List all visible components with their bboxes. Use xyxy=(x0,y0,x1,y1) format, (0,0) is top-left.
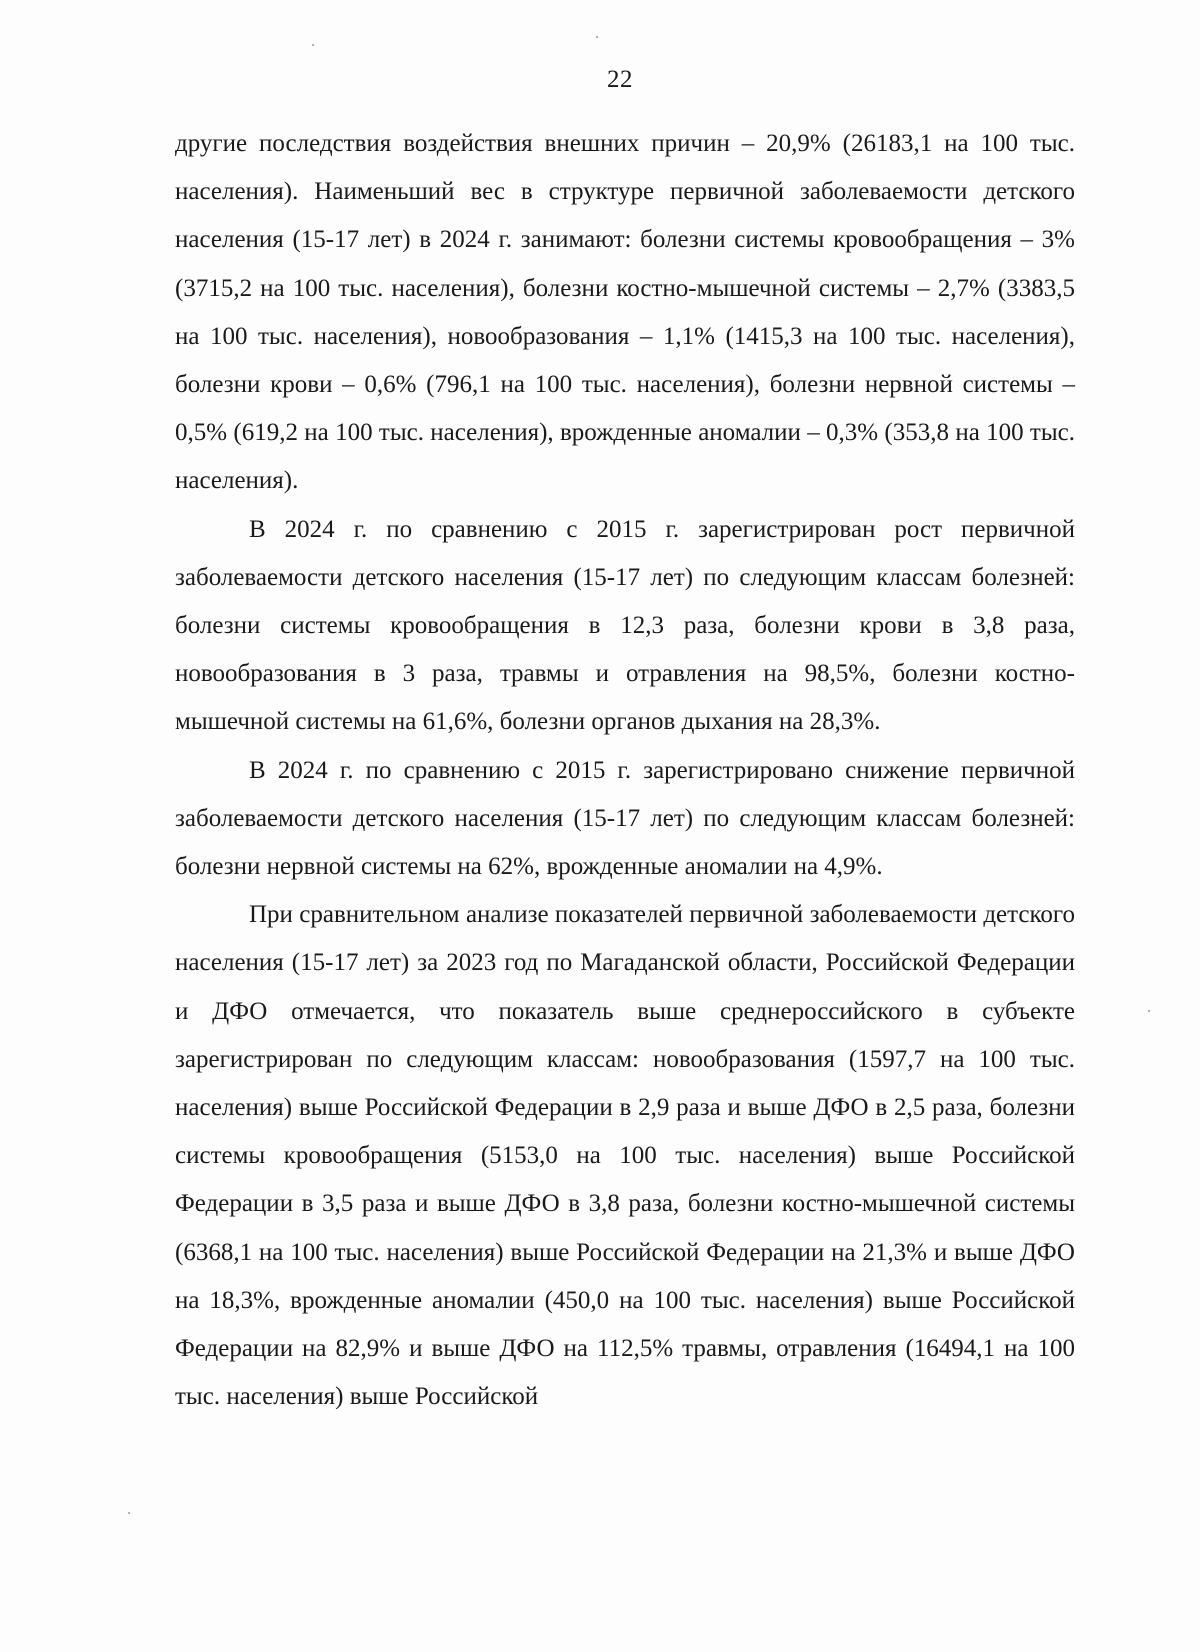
scan-speck xyxy=(128,1512,130,1514)
paragraph-3: В 2024 г. по сравнению с 2015 г. зарегистрировано снижение первичной заболеваемости детского населения (15-17 лет) по следующим классам болезней: болезни нервной системы на 62%, врожденные аномалии на 4,9%. xyxy=(175,756,1075,881)
page-number: 22 xyxy=(607,66,633,93)
scan-speck xyxy=(596,36,598,38)
paragraph-4: При сравнительном анализе показателей первичной заболеваемости детского населения (15-17 лет) за 2023 год по Магаданской области, Российской Федерации и ДФО отмечается, что показатель выше среднероссийского в субъекте зарегистрирован по следующим классам: новообразования (1597,7 на 100 тыс. населения) выше Российской Федерации в 2,9 раза и выше ДФО в 2,5 раза, болезни системы кровообращения (5153,0 на 100 тыс. населения) выше Российской Федерации в 3,5 раза и выше ДФО в 3,8 раза, болезни костно-мышечной системы (6368,1 на 100 тыс. населения) выше Российской Федерации на 21,3% и выше ДФО на 18,3%, врожденные аномалии (450,0 на 100 тыс. населения) выше Российской Федерации на 82,9% и выше ДФО на 112,5% травмы, отравления (16494,1 на 100 тыс. населения) выше Российской xyxy=(175,901,1075,1411)
body-text xyxy=(175,120,1075,1421)
scan-speck xyxy=(312,44,314,46)
paragraph-2: В 2024 г. по сравнению с 2015 г. зарегистрирован рост первичной заболеваемости детского населения (15-17 лет) по следующим классам болезней: болезни системы кровообращения в 12,3 раза, болезни крови в 3,8 раза, новообразования в 3 раза, травмы и отравления на 98,5%, болезни костно-мышечной системы на 61,6%, болезни органов дыхания на 28,3%. xyxy=(175,515,1075,736)
scan-speck xyxy=(1148,1010,1150,1012)
paragraph-1: другие последствия воздействия внешних причин – 20,9% (26183,1 на 100 тыс. населения). Наименьший вес в структуре первичной заболеваемости детского населения (15-17 лет) в 2024 г. занимают: болезни системы кровообращения – 3% (3715,2 на 100 тыс. населения), болезни костно-мышечной системы – 2,7% (3383,5 на 100 тыс. населения), новообразования – 1,1% (1415,3 на 100 тыс. населения), болезни крови – 0,6% (796,1 на 100 тыс. населения), болезни нервной системы – 0,5% (619,2 на 100 тыс. населения), врожденные аномалии – 0,3% (353,8 на 100 тыс. населения). xyxy=(175,130,1075,495)
